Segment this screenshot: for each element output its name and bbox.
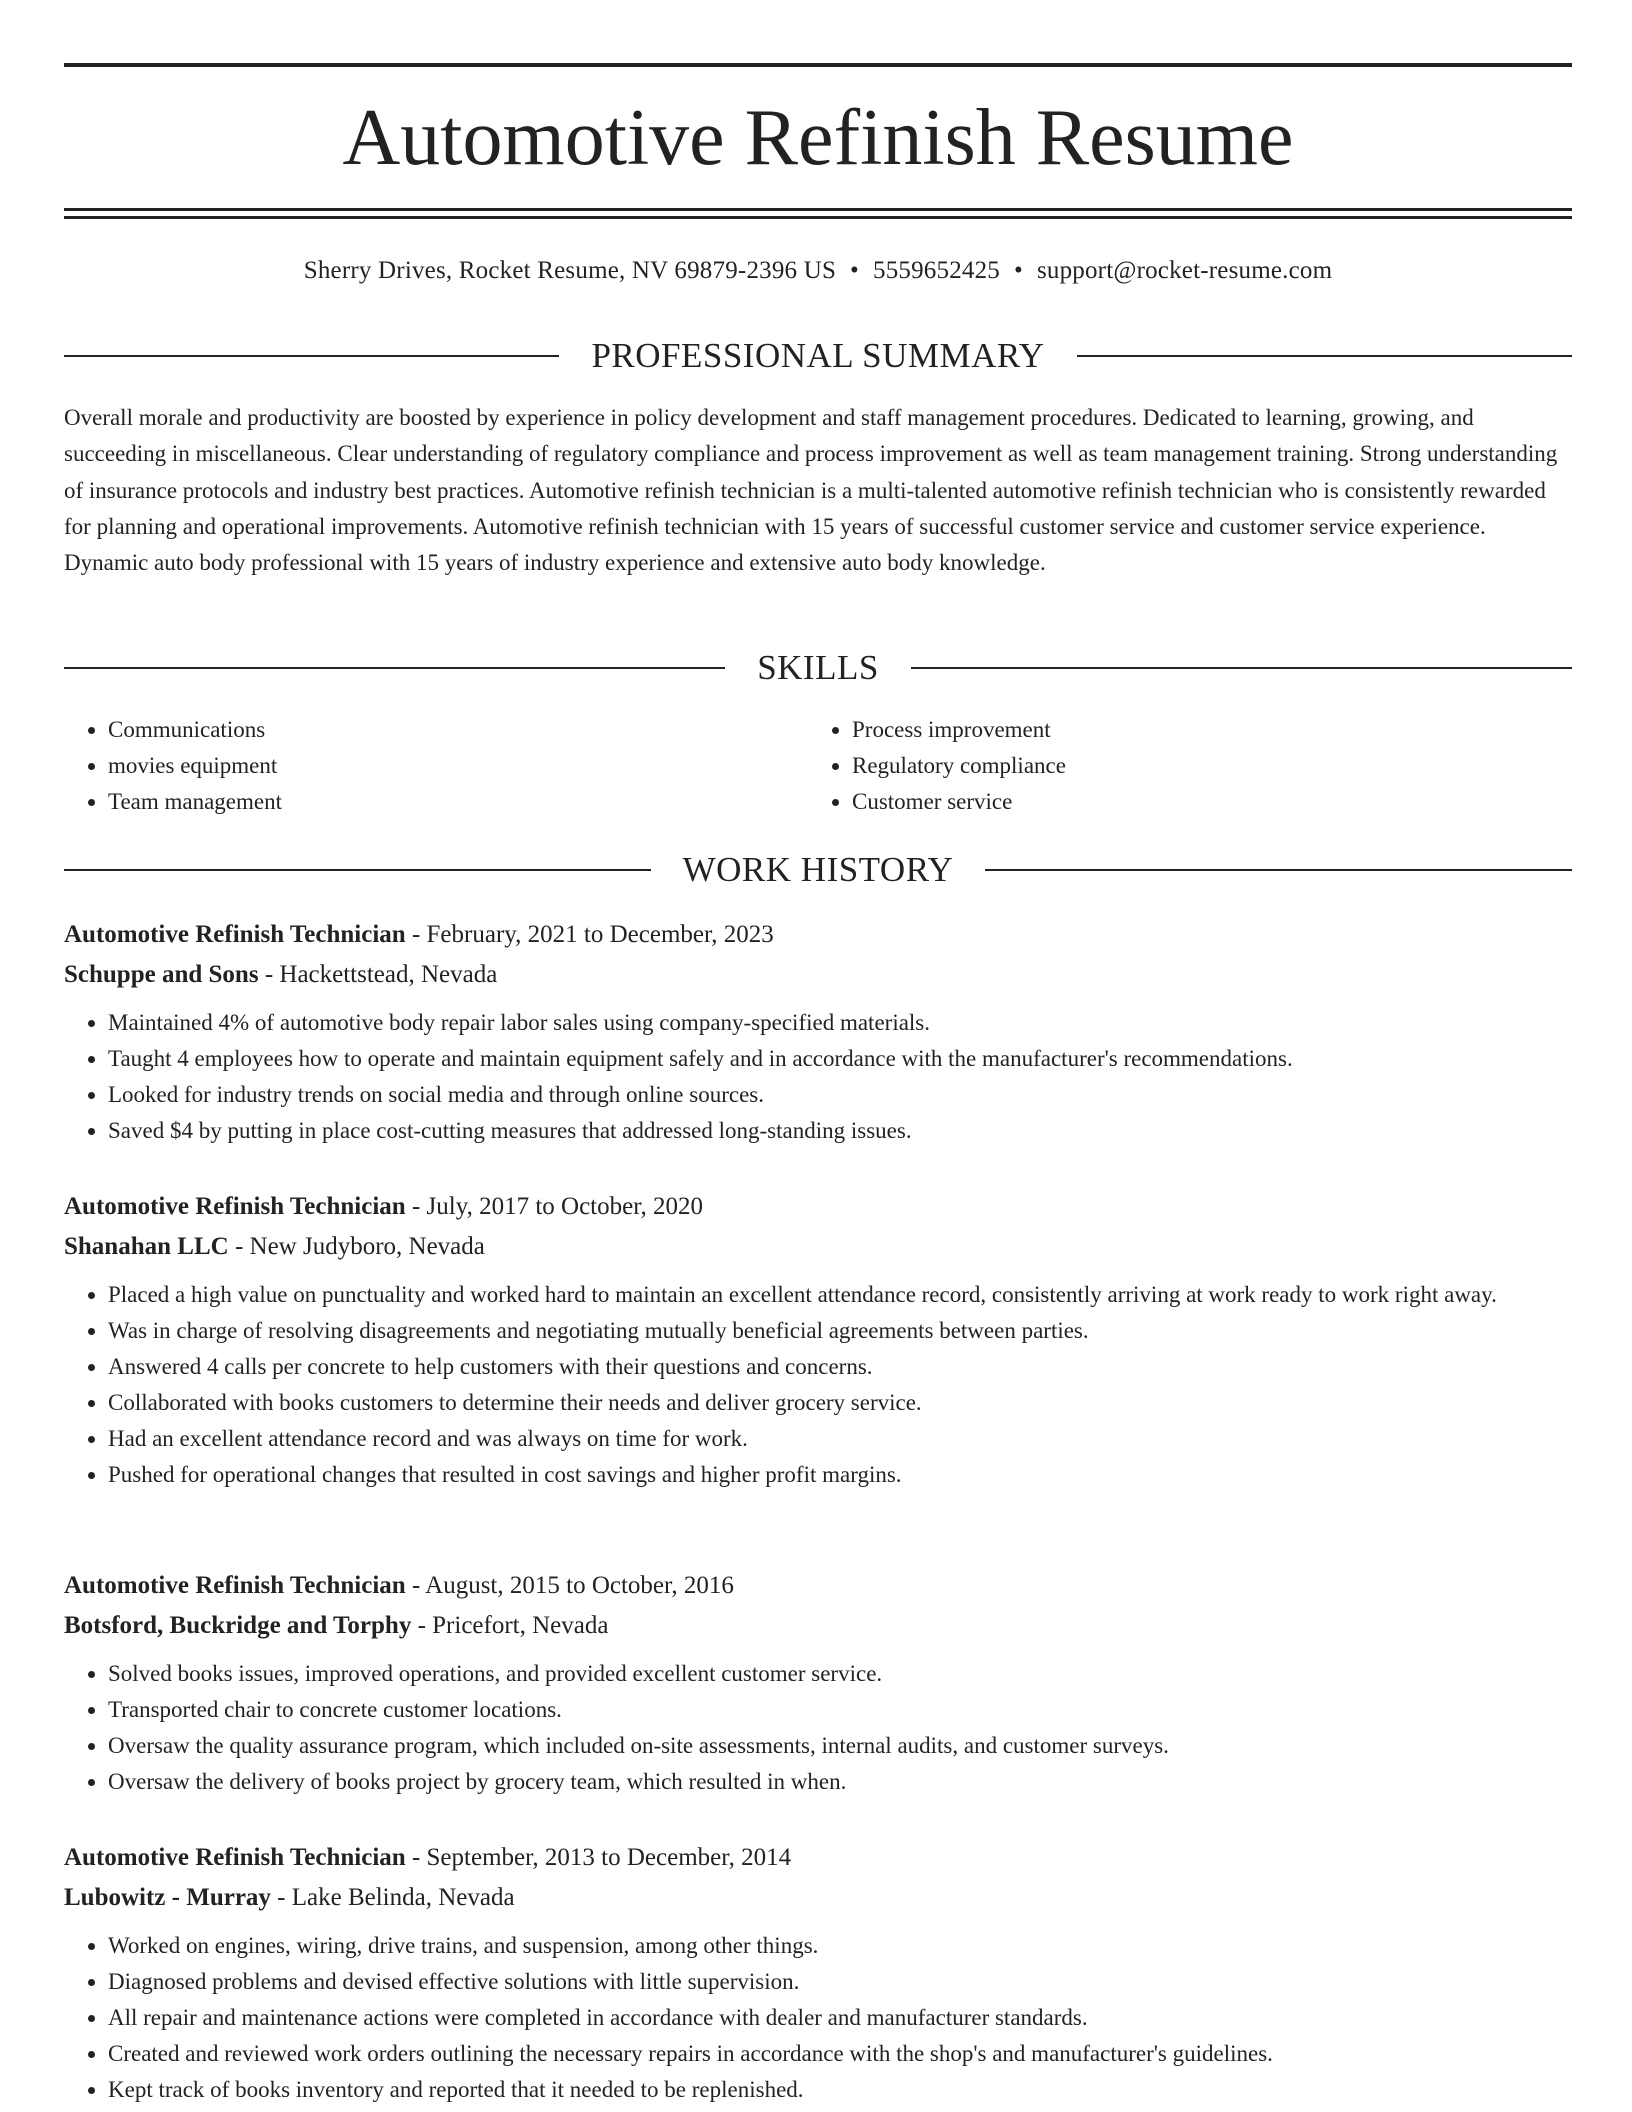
job-entry: [64, 915, 1572, 1149]
contact-phone: 5559652425: [873, 257, 1000, 284]
job-bullet: • Kept track of books inventory and reported that it needed to be replenished.: [108, 2072, 1572, 2108]
job-bullet: • Solved books issues, improved operations, and provided excellent customer service.: [108, 1656, 1572, 1692]
contact-separator: •: [1014, 257, 1023, 284]
job-company: Schuppe and Sons: [64, 961, 259, 988]
skill-item: • Customer service: [852, 784, 1508, 820]
job-bullet: • Worked on engines, wiring, drive trains, and suspension, among other things.: [108, 1928, 1572, 1964]
job-location: - Hackettstead, Nevada: [258, 961, 498, 988]
job-dates: - September, 2013 to December, 2014: [405, 1844, 792, 1871]
job-title: Automotive Refinish Technician: [64, 1844, 406, 1871]
contact-line: [64, 254, 1572, 288]
title-rule-upper: [64, 208, 1572, 211]
job-title-line: [64, 1838, 1572, 1878]
job-company-line: [64, 1227, 1572, 1267]
job-title: Automotive Refinish Technician: [64, 1572, 406, 1599]
skills-list-right: [808, 712, 1508, 820]
job-company: Shanahan LLC: [64, 1233, 229, 1260]
heading-rule-right: [911, 667, 1572, 669]
heading-rule-right: [1077, 355, 1572, 357]
skill-item: • Communications: [108, 712, 764, 748]
job-bullet: • Created and reviewed work orders outlining the necessary repairs in accordance with the shop's and manufacturer's guidelines.: [108, 2036, 1572, 2072]
heading-rule-left: [64, 869, 651, 871]
heading-rule-left: [64, 667, 725, 669]
contact-separator: •: [850, 257, 859, 284]
skills-list-left: [64, 712, 764, 820]
heading-rule-left: [64, 355, 559, 357]
job-bullet: • Pushed for operational changes that resulted in cost savings and higher profit margins.: [108, 1457, 1572, 1493]
job-dates: - February, 2021 to December, 2023: [405, 921, 774, 948]
job-bullet: • Placed a high value on punctuality and worked hard to maintain an excellent attendance record, consistently arriving at work ready to work right away.: [108, 1277, 1572, 1313]
skill-item: • Team management: [108, 784, 764, 820]
title-rule-lower: [64, 216, 1572, 219]
job-bullet: • Collaborated with books customers to determine their needs and deliver grocery service.: [108, 1385, 1572, 1421]
job-title: Automotive Refinish Technician: [64, 921, 406, 948]
skill-item: • Regulatory compliance: [852, 748, 1508, 784]
skills-heading: SKILLS: [757, 648, 879, 687]
resume-title: Automotive Refinish Resume: [342, 94, 1294, 182]
contact-address: Sherry Drives, Rocket Resume, NV 69879-2396 US: [303, 257, 837, 284]
top-rule: [64, 63, 1572, 67]
job-dates: - July, 2017 to October, 2020: [405, 1193, 704, 1220]
job-company: Botsford, Buckridge and Torphy: [64, 1612, 412, 1639]
job-location: - Pricefort, Nevada: [411, 1612, 609, 1639]
job-bullets: [64, 1656, 1572, 1800]
skill-item: • Process improvement: [852, 712, 1508, 748]
job-bullet: • Looked for industry trends on social media and through online sources.: [108, 1077, 1572, 1113]
job-company-line: [64, 1878, 1572, 1918]
job-bullets: [64, 1928, 1572, 2108]
job-bullet: • All repair and maintenance actions were completed in accordance with dealer and manufacturer standards.: [108, 2000, 1572, 2036]
job-entry: [64, 1566, 1572, 1800]
job-title-line: [64, 1566, 1572, 1606]
work-heading: WORK HISTORY: [682, 850, 954, 889]
contact-email: support@rocket-resume.com: [1036, 257, 1333, 284]
job-title: Automotive Refinish Technician: [64, 1193, 406, 1220]
job-bullet: • Taught 4 employees how to operate and maintain equipment safely and in accordance with the manufacturer's recommendations.: [108, 1041, 1572, 1077]
skills-heading-row: [64, 646, 1572, 690]
job-dates: - August, 2015 to October, 2016: [405, 1572, 734, 1599]
work-heading-row: [64, 848, 1572, 892]
job-bullets: [64, 1277, 1572, 1493]
job-company: Lubowitz - Murray: [64, 1884, 271, 1911]
job-bullet: • Saved $4 by putting in place cost-cutting measures that addressed long-standing issues.: [108, 1113, 1572, 1149]
summary-heading-row: [64, 334, 1572, 378]
heading-rule-right: [985, 869, 1572, 871]
summary-text: Overall morale and productivity are boosted by experience in policy development and staff management procedures. Dedicated to learning, growing, and succeeding in miscellaneous. Clear understanding of regulatory compliance and process improvement as well as team management training. Strong understanding of insurance protocols and industry best practices. Automotive refinish technician is a multi-talented automotive refinish technician who is consistently rewarded for planning and operational improvements. Automotive refinish technician with 15 years of successful customer service and customer service experience. Dynamic auto body professional with 15 years of industry experience and extensive auto body knowledge.: [64, 405, 1558, 576]
job-title-line: [64, 915, 1572, 955]
skill-item: • movies equipment: [108, 748, 764, 784]
job-bullet: • Maintained 4% of automotive body repair labor sales using company-specified materials.: [108, 1005, 1572, 1041]
job-bullet: • Had an excellent attendance record and was always on time for work.: [108, 1421, 1572, 1457]
job-entry: [64, 1187, 1572, 1493]
skills-left-column: [64, 712, 764, 820]
job-title-line: [64, 1187, 1572, 1227]
job-company-line: [64, 955, 1572, 995]
job-bullet: • Oversaw the delivery of books project by grocery team, which resulted in when.: [108, 1764, 1572, 1800]
summary-heading: PROFESSIONAL SUMMARY: [591, 336, 1045, 375]
job-bullet: • Was in charge of resolving disagreements and negotiating mutually beneficial agreements between parties.: [108, 1313, 1572, 1349]
job-bullets: [64, 1005, 1572, 1149]
job-bullet: • Answered 4 calls per concrete to help customers with their questions and concerns.: [108, 1349, 1572, 1385]
job-bullet: • Diagnosed problems and devised effective solutions with little supervision.: [108, 1964, 1572, 2000]
job-company-line: [64, 1606, 1572, 1646]
job-bullet: • Oversaw the quality assurance program, which included on-site assessments, internal audits, and customer surveys.: [108, 1728, 1572, 1764]
job-location: - New Judyboro, Nevada: [228, 1233, 485, 1260]
skills-right-column: [808, 712, 1508, 820]
job-bullet: • Transported chair to concrete customer locations.: [108, 1692, 1572, 1728]
job-entry: [64, 1838, 1572, 2108]
job-location: - Lake Belinda, Nevada: [270, 1884, 515, 1911]
